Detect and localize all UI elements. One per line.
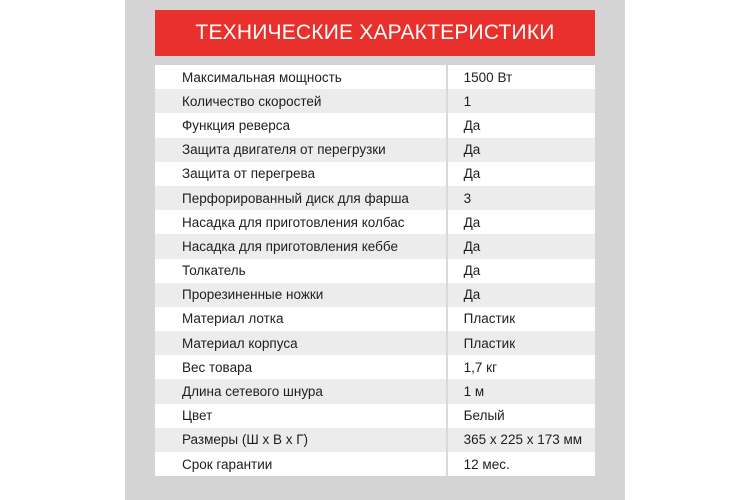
spec-row	[155, 89, 595, 113]
spec-value: 1,7 кг	[448, 355, 595, 379]
spec-name: Количество скоростей	[155, 89, 446, 113]
spec-name: Насадка для приготовления колбас	[155, 210, 446, 234]
spec-row	[155, 379, 595, 403]
spec-row	[155, 452, 595, 476]
spec-name: Максимальная мощность	[155, 65, 446, 89]
spec-value: 1	[448, 89, 595, 113]
spec-name: Насадка для приготовления кеббе	[155, 234, 446, 258]
specs-table	[155, 65, 595, 476]
spec-value: Пластик	[448, 307, 595, 331]
spec-row	[155, 283, 595, 307]
spec-value: Да	[448, 234, 595, 258]
spec-row	[155, 355, 595, 379]
spec-row	[155, 65, 595, 89]
spec-row	[155, 162, 595, 186]
spec-name: Защита двигателя от перегрузки	[155, 138, 446, 162]
spec-name: Перфорированный диск для фарша	[155, 186, 446, 210]
spec-row	[155, 210, 595, 234]
spec-value: Да	[448, 283, 595, 307]
specs-title: ТЕХНИЧЕСКИЕ ХАРАКТЕРИСТИКИ	[195, 21, 555, 44]
spec-name: Длина сетевого шнура	[155, 379, 446, 403]
spec-name: Материал лотка	[155, 307, 446, 331]
spec-name: Цвет	[155, 404, 446, 428]
spec-value: 3	[448, 186, 595, 210]
spec-value: 12 мес.	[448, 452, 595, 476]
spec-name: Прорезиненные ножки	[155, 283, 446, 307]
spec-row	[155, 259, 595, 283]
spec-row	[155, 186, 595, 210]
spec-name: Материал корпуса	[155, 331, 446, 355]
spec-row	[155, 404, 595, 428]
spec-name: Толкатель	[155, 259, 446, 283]
spec-value: Да	[448, 113, 595, 137]
spec-value: Да	[448, 138, 595, 162]
spec-value: 1500 Вт	[448, 65, 595, 89]
specs-header	[155, 10, 595, 56]
spec-value: 1 м	[448, 379, 595, 403]
spec-name: Размеры (Ш х В х Г)	[155, 428, 446, 452]
spec-name: Вес товара	[155, 355, 446, 379]
spec-row	[155, 138, 595, 162]
spec-name: Срок гарантии	[155, 452, 446, 476]
spec-name: Функция реверса	[155, 113, 446, 137]
spec-row	[155, 234, 595, 258]
spec-row	[155, 307, 595, 331]
spec-value: Да	[448, 259, 595, 283]
spec-name: Защита от перегрева	[155, 162, 446, 186]
spec-row	[155, 331, 595, 355]
spec-value: Белый	[448, 404, 595, 428]
spec-value: Да	[448, 162, 595, 186]
spec-value: Да	[448, 210, 595, 234]
spec-row	[155, 113, 595, 137]
spec-value: Пластик	[448, 331, 595, 355]
spec-row	[155, 428, 595, 452]
spec-value: 365 х 225 х 173 мм	[448, 428, 595, 452]
